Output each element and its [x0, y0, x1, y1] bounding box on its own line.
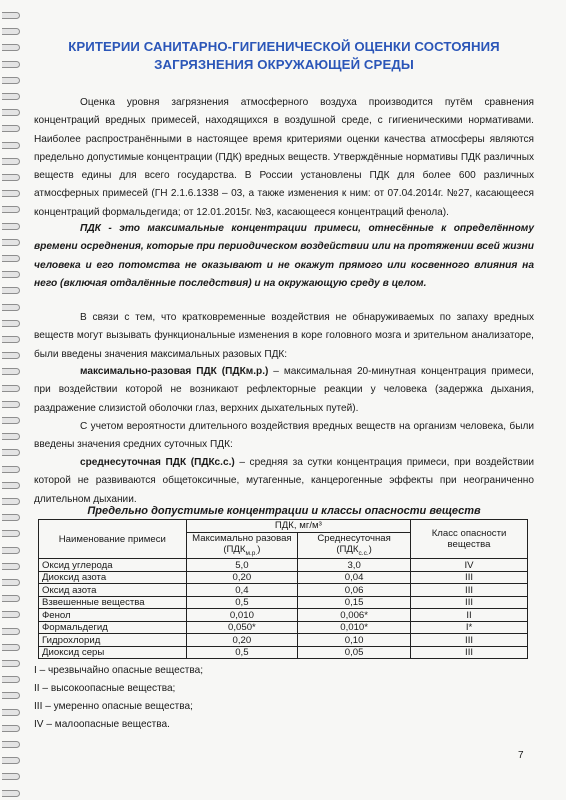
legend-class-3: III – умеренно опасные вещества;: [34, 701, 193, 712]
legend-class-4: IV – малоопасные вещества.: [34, 719, 170, 730]
binding-ring: [2, 125, 20, 132]
binding-ring: [2, 336, 20, 343]
legend-class-2: II – высокоопасные вещества;: [34, 683, 176, 694]
header-daily-avg-sub: с.с.: [358, 549, 369, 557]
cell-daily-avg: 0,15: [298, 596, 411, 609]
paragraph-intro: [34, 94, 534, 222]
binding-ring: [2, 563, 20, 570]
header-max-single-symbol: (ПДК: [223, 543, 246, 555]
table-row: [39, 621, 528, 634]
binding-ring: [2, 644, 20, 651]
page-title: [34, 38, 534, 74]
header-pdk: ПДК, мг/м³: [186, 520, 410, 533]
binding-ring: [2, 757, 20, 764]
paragraph-daily-avg: [34, 454, 534, 509]
binding-ring: [2, 223, 20, 230]
binding-ring: [2, 44, 20, 51]
cell-max-single: 0,20: [186, 634, 298, 647]
cell-substance: Гидрохлорид: [39, 634, 187, 647]
binding-ring: [2, 676, 20, 683]
paragraph-long-term: [34, 418, 534, 455]
binding-ring: [2, 660, 20, 667]
binding-ring: [2, 466, 20, 473]
cell-class: III: [411, 584, 528, 597]
spiral-binding: [0, 0, 22, 800]
cell-daily-avg: 0,006*: [298, 609, 411, 622]
binding-ring: [2, 385, 20, 392]
binding-ring: [2, 449, 20, 456]
title-line-1: КРИТЕРИИ САНИТАРНО-ГИГИЕНИЧЕСКОЙ ОЦЕНКИ СОСТОЯНИЯ: [68, 39, 500, 54]
binding-ring: [2, 287, 20, 294]
binding-ring: [2, 190, 20, 197]
cell-substance: Диоксид серы: [39, 646, 187, 659]
binding-ring: [2, 61, 20, 68]
binding-ring: [2, 547, 20, 554]
cell-max-single: 0,4: [186, 584, 298, 597]
binding-ring: [2, 579, 20, 586]
table-row: [39, 596, 528, 609]
cell-class: IV: [411, 559, 528, 572]
pdk-table: [38, 519, 528, 659]
binding-ring: [2, 352, 20, 359]
binding-ring: [2, 255, 20, 262]
paragraph-max-single: [34, 363, 534, 418]
cell-class: III: [411, 596, 528, 609]
header-max-single-label: Максимально разовая: [192, 532, 292, 544]
cell-daily-avg: 0,06: [298, 584, 411, 597]
cell-max-single: 0,5: [186, 646, 298, 659]
cell-substance: Оксид углерода: [39, 559, 187, 572]
binding-ring: [2, 628, 20, 635]
paragraph-short-term-text: В связи с тем, что кратковременные воздействия не обнаруживаемых по запаху вредных веществ могут вызывать функциональные изменения в коре головного мозга и зрительном анализаторе, были введены значения максимальных разовых ПДК:: [34, 312, 534, 360]
cell-substance: Оксид азота: [39, 584, 187, 597]
term-max-single: максимально-разовая ПДК (ПДКм.р.): [80, 366, 269, 377]
cell-substance: Фенол: [39, 609, 187, 622]
header-daily-avg-symbol: (ПДК: [336, 543, 359, 555]
table-row: [39, 559, 528, 572]
paragraph-short-term: [34, 309, 534, 364]
binding-ring: [2, 304, 20, 311]
binding-ring: [2, 773, 20, 780]
binding-ring: [2, 174, 20, 181]
binding-ring: [2, 514, 20, 521]
binding-ring: [2, 530, 20, 537]
table-row: [39, 634, 528, 647]
binding-ring: [2, 142, 20, 149]
paragraph-max-single-text: – максимальная 20-минутная концентрация примеси, при воздействии которой не возникают рефлекторные реакции у человека (задержка дыхания, раздражение слизистой оболочки глаз, верхних дыхательных путей).: [34, 366, 534, 414]
legend-class-1: I – чрезвычайно опасные вещества;: [34, 665, 204, 676]
paragraph-definition-text: ПДК - это максимальные концентрации примеси, отнесённые к определённому времени осреднения, которые при периодическом воздействии или на протяжении всей жизни человека и его потомства не оказывают и не окажут прямого или косвенного влияния на него (включая отдалённые последствия) и на окружающую среду в целом.: [34, 223, 534, 289]
binding-ring: [2, 320, 20, 327]
header-daily-avg: Среднесуточная $(ПДК_{с.с.})$: [298, 532, 411, 559]
binding-ring: [2, 611, 20, 618]
binding-ring: [2, 93, 20, 100]
binding-ring: [2, 741, 20, 748]
cell-class: II: [411, 609, 528, 622]
cell-daily-avg: 3,0: [298, 559, 411, 572]
paragraph-long-term-text: С учетом вероятности длительного воздействия вредных веществ на организм человека, были введены значения средних суточных ПДК:: [34, 421, 534, 451]
binding-ring: [2, 790, 20, 797]
table-caption: Предельно допустимые концентрации и классы опасности веществ: [87, 505, 481, 517]
binding-ring: [2, 692, 20, 699]
header-class: Класс опасности вещества: [411, 520, 528, 559]
binding-ring: [2, 725, 20, 732]
binding-ring: [2, 109, 20, 116]
binding-ring: [2, 368, 20, 375]
header-daily-avg-label: Среднесуточная: [317, 532, 391, 544]
cell-class: III: [411, 571, 528, 584]
binding-ring: [2, 271, 20, 278]
paragraph-intro-text: Оценка уровня загрязнения атмосферного воздуха производится путём сравнения концентраций вредных примесей, находящихся в воздушной среде, с гигиеническими нормативами. Наиболее распространёнными в настоящее время критериями оценки качества атмосферы являются предельно допустимые концентрации (ПДК) вредных веществ. Утверждённые нормативы ПДК различных веществ едины для всего государства. В России установлены ПДК для более 600 различных атмосферных примесей (ГН 2.1.6.1338 – 03, а также изменения к ним: от 07.04.2014г. №27, касающееся концентраций формальдегида; от 12.01.2015г. №3, касающееся концентраций фенола).: [34, 97, 534, 218]
table-row: [39, 646, 528, 659]
cell-max-single: 0,050*: [186, 621, 298, 634]
table-row: [39, 571, 528, 584]
binding-ring: [2, 239, 20, 246]
term-daily-avg: среднесуточная ПДК (ПДКс.с.): [80, 457, 235, 468]
cell-substance: Формальдегид: [39, 621, 187, 634]
cell-daily-avg: 0,010*: [298, 621, 411, 634]
binding-ring: [2, 709, 20, 716]
paragraph-daily-avg-text: – средняя за сутки концентрация примеси, при воздействии которой не развиваются общетоксичные, мутагенные, канцерогенные эффекты при неограниченно длительном дыхании.: [34, 457, 534, 505]
binding-ring: [2, 206, 20, 213]
page-number: 7: [518, 750, 524, 761]
cell-class: III: [411, 634, 528, 647]
binding-ring: [2, 595, 20, 602]
cell-max-single: 0,010: [186, 609, 298, 622]
cell-max-single: 0,20: [186, 571, 298, 584]
cell-max-single: 5,0: [186, 559, 298, 572]
binding-ring: [2, 401, 20, 408]
table-row: [39, 584, 528, 597]
cell-substance: Диоксид азота: [39, 571, 187, 584]
header-max-single: Максимально разовая $(ПДК_{м.р.})$: [186, 532, 298, 559]
header-substance: Наименование примеси: [39, 520, 187, 559]
cell-class: I*: [411, 621, 528, 634]
binding-ring: [2, 77, 20, 84]
cell-max-single: 0,5: [186, 596, 298, 609]
binding-ring: [2, 498, 20, 505]
cell-daily-avg: 0,05: [298, 646, 411, 659]
cell-daily-avg: 0,04: [298, 571, 411, 584]
cell-substance: Взвешенные вещества: [39, 596, 187, 609]
binding-ring: [2, 12, 20, 19]
title-line-2: ЗАГРЯЗНЕНИЯ ОКРУЖАЮЩЕЙ СРЕДЫ: [154, 57, 414, 72]
cell-class: III: [411, 646, 528, 659]
header-max-single-sub: м.р.: [245, 549, 258, 557]
paragraph-definition: [34, 220, 534, 293]
document-page: [34, 0, 534, 800]
binding-ring: [2, 417, 20, 424]
binding-ring: [2, 158, 20, 165]
binding-ring: [2, 28, 20, 35]
binding-ring: [2, 482, 20, 489]
binding-ring: [2, 433, 20, 440]
cell-daily-avg: 0,10: [298, 634, 411, 647]
table-row: [39, 609, 528, 622]
